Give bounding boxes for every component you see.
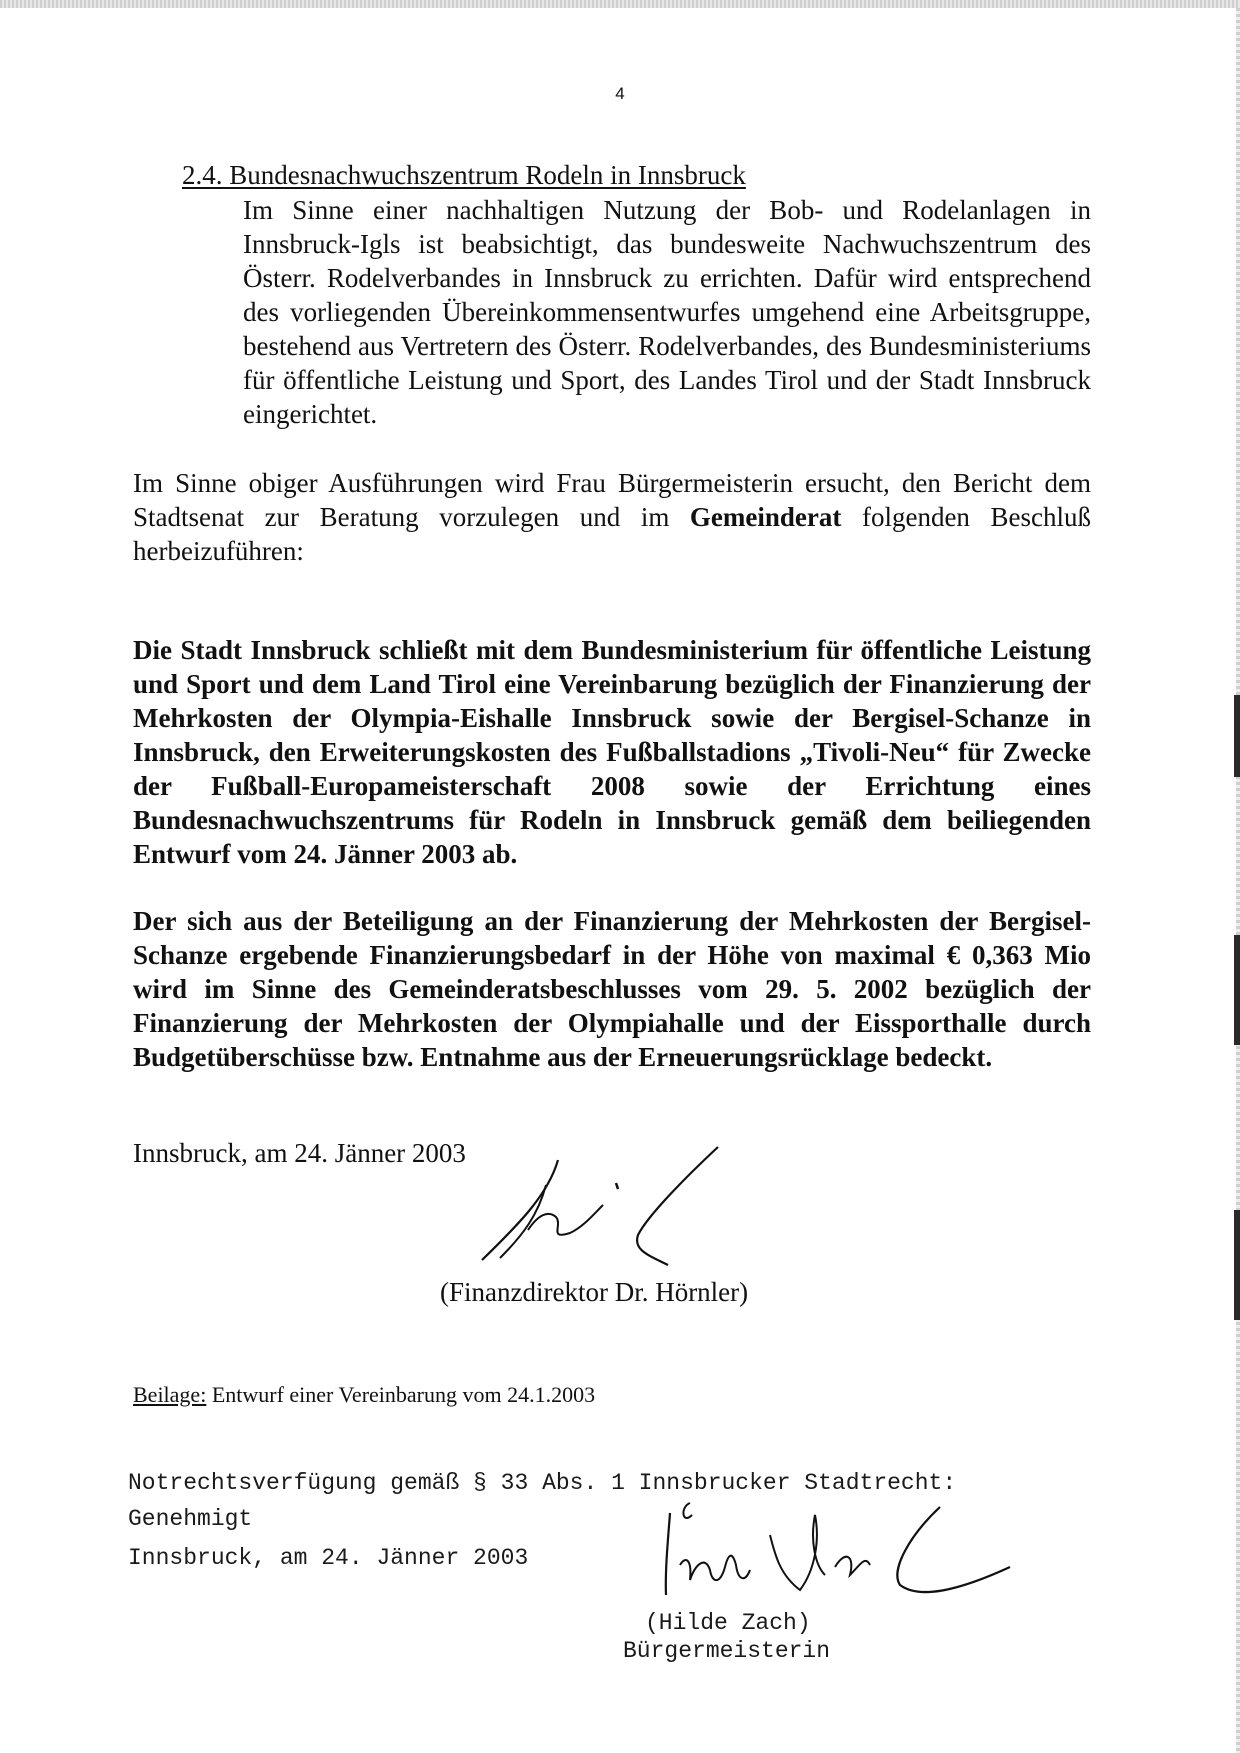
intro-text-2: folgenden Beschluß herbeizuführen: xyxy=(133,502,1092,566)
attachment-text: Entwurf einer Vereinbarung vom 24.1.2003 xyxy=(206,1382,596,1407)
intro-paragraph xyxy=(133,466,1091,568)
resolution-paragraph-1: Die Stadt Innsbruck schließt mit dem Bundesministerium für öffentliche Leistung und Sport und dem Land Tirol eine Vereinbarung bezüglich der Finanzierung der Mehrkosten der Olympia-Eishalle Innsbruck sowie der Bergisel-Schanze in Innsbruck, den Erweiterungskosten des Fußballstadions „Tivoli-Neu“ für Zwecke der Fußball-Europameisterschaft 2008 sowie der Errichtung eines Bundesnachwuchszentrums für Rodeln in Innsbruck gemäß dem beiliegenden Entwurf vom 24. Jänner 2003 ab. xyxy=(133,635,1091,869)
emergency-order-line-2: Genehmigt xyxy=(128,1506,253,1532)
signature-mayor xyxy=(650,1495,1020,1615)
emergency-order-line-1: Notrechtsverfügung gemäß § 33 Abs. 1 Innsbrucker Stadtrecht: xyxy=(128,1470,957,1496)
intro-bold-term: Gemeinderat xyxy=(689,502,842,532)
resolution-paragraph-2: Der sich aus der Beteiligung an der Finanzierung der Mehrkosten der Bergisel-Schanze ergebende Finanzierungsbedarf in der Höhe von maximal € 0,363 Mio wird im Sinne des Gemeinderatsbeschlusses vom 29. 5. 2002 bezüglich der Finanzierung der Mehrkosten der Olympiahalle und der Eissporthalle durch Budgetüberschüsse bzw. Entnahme aus der Erneuerungsrücklage bedeckt. xyxy=(133,906,1091,1072)
mayor-title: Bürgermeisterin xyxy=(623,1638,831,1664)
attachment-label: Beilage: xyxy=(133,1382,207,1407)
attachment-line xyxy=(133,1382,595,1408)
scan-mark xyxy=(1234,1210,1240,1320)
signoff-date: Innsbruck, am 24. Jänner 2003 xyxy=(133,1138,466,1168)
scan-mark xyxy=(1234,935,1240,1045)
emergency-order-line-3: Innsbruck, am 24. Jänner 2003 xyxy=(128,1545,529,1571)
section-heading: 2.4. Bundesnachwuchszentrum Rodeln in Innsbruck xyxy=(182,160,746,190)
signoff-signer: (Finanzdirektor Dr. Hörnler) xyxy=(440,1277,749,1307)
page-number: 4 xyxy=(615,84,625,103)
intro-text-1: Im Sinne obiger Ausführungen wird Frau Bürgermeisterin ersucht, den Bericht dem Stadtsenat zur Beratung vorzulegen und im xyxy=(133,468,1091,532)
scan-edge-top xyxy=(0,0,1240,8)
mayor-name: (Hilde Zach) xyxy=(645,1610,811,1636)
section-body: Im Sinne einer nachhaltigen Nutzung der Bob- und Rodelanlagen in Innsbruck-Igls ist beabsichtigt, das bundesweite Nachwuchszentrum des Österr. Rodelverbandes in Innsbruck zu errichten. Dafür wird entsprechend des vorliegenden Übereinkommensentwurfes umgehend eine Arbeitsgruppe, bestehend aus Vertretern des Österr. Rodelverbandes, des Bundesministeriums für öffentliche Leistung und Sport, des Landes Tirol und der Stadt Innsbruck eingerichtet. xyxy=(243,195,1091,429)
signature-finance-director xyxy=(478,1145,738,1285)
scan-edge-right xyxy=(1236,8,1240,1753)
scan-mark xyxy=(1234,695,1240,777)
